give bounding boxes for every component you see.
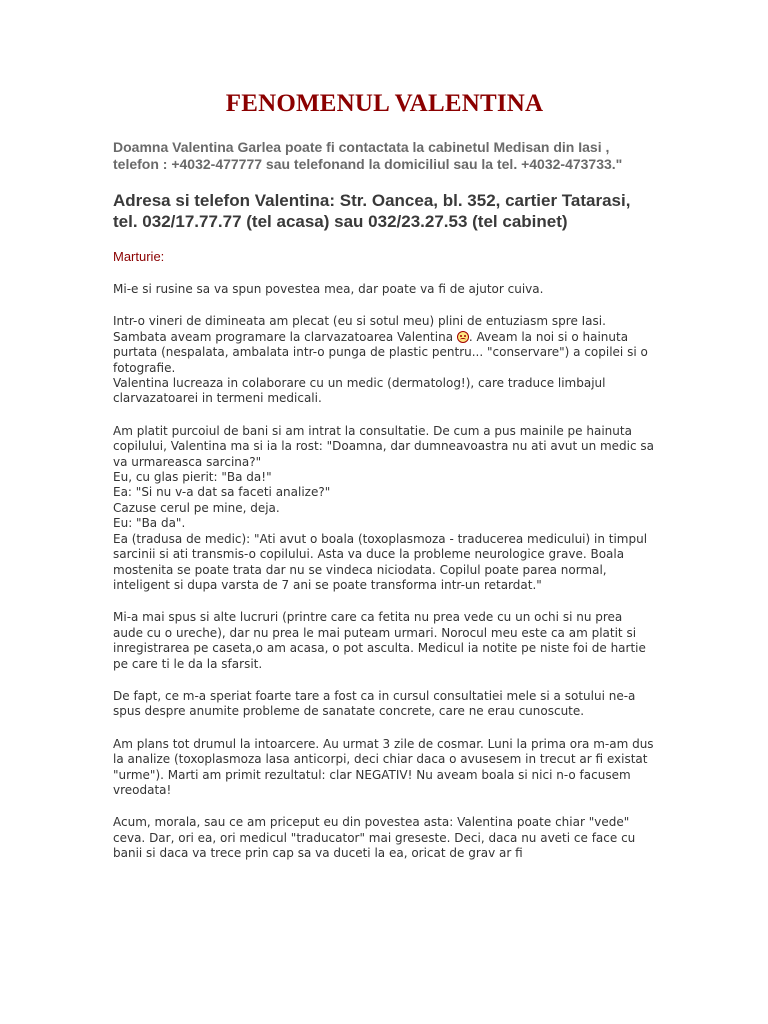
contact-info: Doamna Valentina Garlea poate fi contactata la cabinetul Medisan din Iasi , telefon : +4032-477777 sau telefonand la domiciliul sau la tel. +4032-473733.": [113, 139, 623, 172]
paragraph-3: [113, 424, 656, 593]
dialogue-line: Ea (tradusa de medic): "Ati avut o boala (toxoplasmoza - traducerea medicului) in timpul sarcinii si ati transmis-o copilului. Asta va duce la probleme neurologice grave. Boala mostenita se poate trata dar nu se vindeca niciodata. Copilul poate parea normal, inteligent si dupa varsta de 7 ani se poate transforma intr-un retardat.": [113, 531, 648, 592]
address-info: Adresa si telefon Valentina: Str. Oancea, bl. 352, cartier Tatarasi, tel. 032/17.77.77 (tel acasa) sau 032/23.27.53 (tel cabinet): [113, 191, 631, 231]
dialogue-line: Cazuse cerul pe mine, deja.: [113, 500, 280, 515]
page-title: FENOMENUL VALENTINA: [225, 90, 544, 117]
paragraph-7: Acum, morala, sau ce am priceput eu din povestea asta: Valentina poate chiar "vede" ceva. Dar, ori ea, ori medicul "traducator" mai greseste. Deci, daca nu aveti ce face cu banii si daca va trece prin cap sa va duceti la ea, oricat de grav ar fi: [113, 815, 636, 861]
paragraph-4: Mi-a mai spus si alte lucruri (printre care ca fetita nu prea vede cu un ochi si nu prea aude cu o ureche), dar nu prea le mai puteam urmari. Norocul meu este ca am platit si inregistrarea pe caseta,o am acasa, o pot asculta. Medicul ia notite pe niste foi de hartie pe care ti le da la sfarsit.: [113, 610, 646, 671]
dialogue-line: Eu: "Ba da".: [113, 516, 186, 531]
section-label-marturie: Marturie:: [113, 249, 165, 264]
smiley-icon: [457, 331, 469, 343]
paragraph-2: [113, 314, 656, 406]
testimony-body: [113, 282, 656, 862]
paragraph-2-line-2b: . Aveam la noi si o hainuta purtata (nespalata, ambalata intr-o punga de plastic pentru... "conservare") a copilei si o fotografie.: [113, 329, 648, 375]
paragraph-2-line-1: Intr-o vineri de dimineata am plecat (eu si sotul meu) plini de entuziasm spre Iasi.: [113, 314, 606, 329]
paragraph-2-line-3: Valentina lucreaza in colaborare cu un medic (dermatolog!), care traduce limbajul clarvazatoarei in termeni medicali.: [113, 376, 606, 406]
paragraph-2-line-2a: Sambata aveam programare la clarvazatoarea Valentina: [113, 329, 457, 344]
paragraph-6: Am plans tot drumul la intoarcere. Au urmat 3 zile de cosmar. Luni la prima ora m-am dus la analize (toxoplasmoza lasa anticorpi, deci chiar daca o avusesem in trecut ar fi existat "urme"). Marti am primit rezultatul: clar NEGATIV! Nu aveam boala si nici n-o facusem vreodata!: [113, 736, 654, 797]
dialogue-line: Am platit purcoiul de bani si am intrat la consultatie. De cum a pus mainile pe hainuta copilului, Valentina ma si ia la rost: "Doamna, dar dumneavoastra nu ati avut un medic sa va urmareasca sarcina?": [113, 423, 655, 469]
paragraph-1: Mi-e si rusine sa va spun povestea mea, dar poate va fi de ajutor cuiva.: [113, 282, 544, 296]
dialogue-line: Ea: "Si nu v-a dat sa faceti analize?": [113, 485, 331, 500]
dialogue-line: Eu, cu glas pierit: "Ba da!": [113, 470, 272, 485]
paragraph-5: De fapt, ce m-a speriat foarte tare a fost ca in cursul consultatiei mele si a sotului ne-a spus despre anumite probleme de sanatate concrete, care ne erau cunoscute.: [113, 688, 636, 719]
